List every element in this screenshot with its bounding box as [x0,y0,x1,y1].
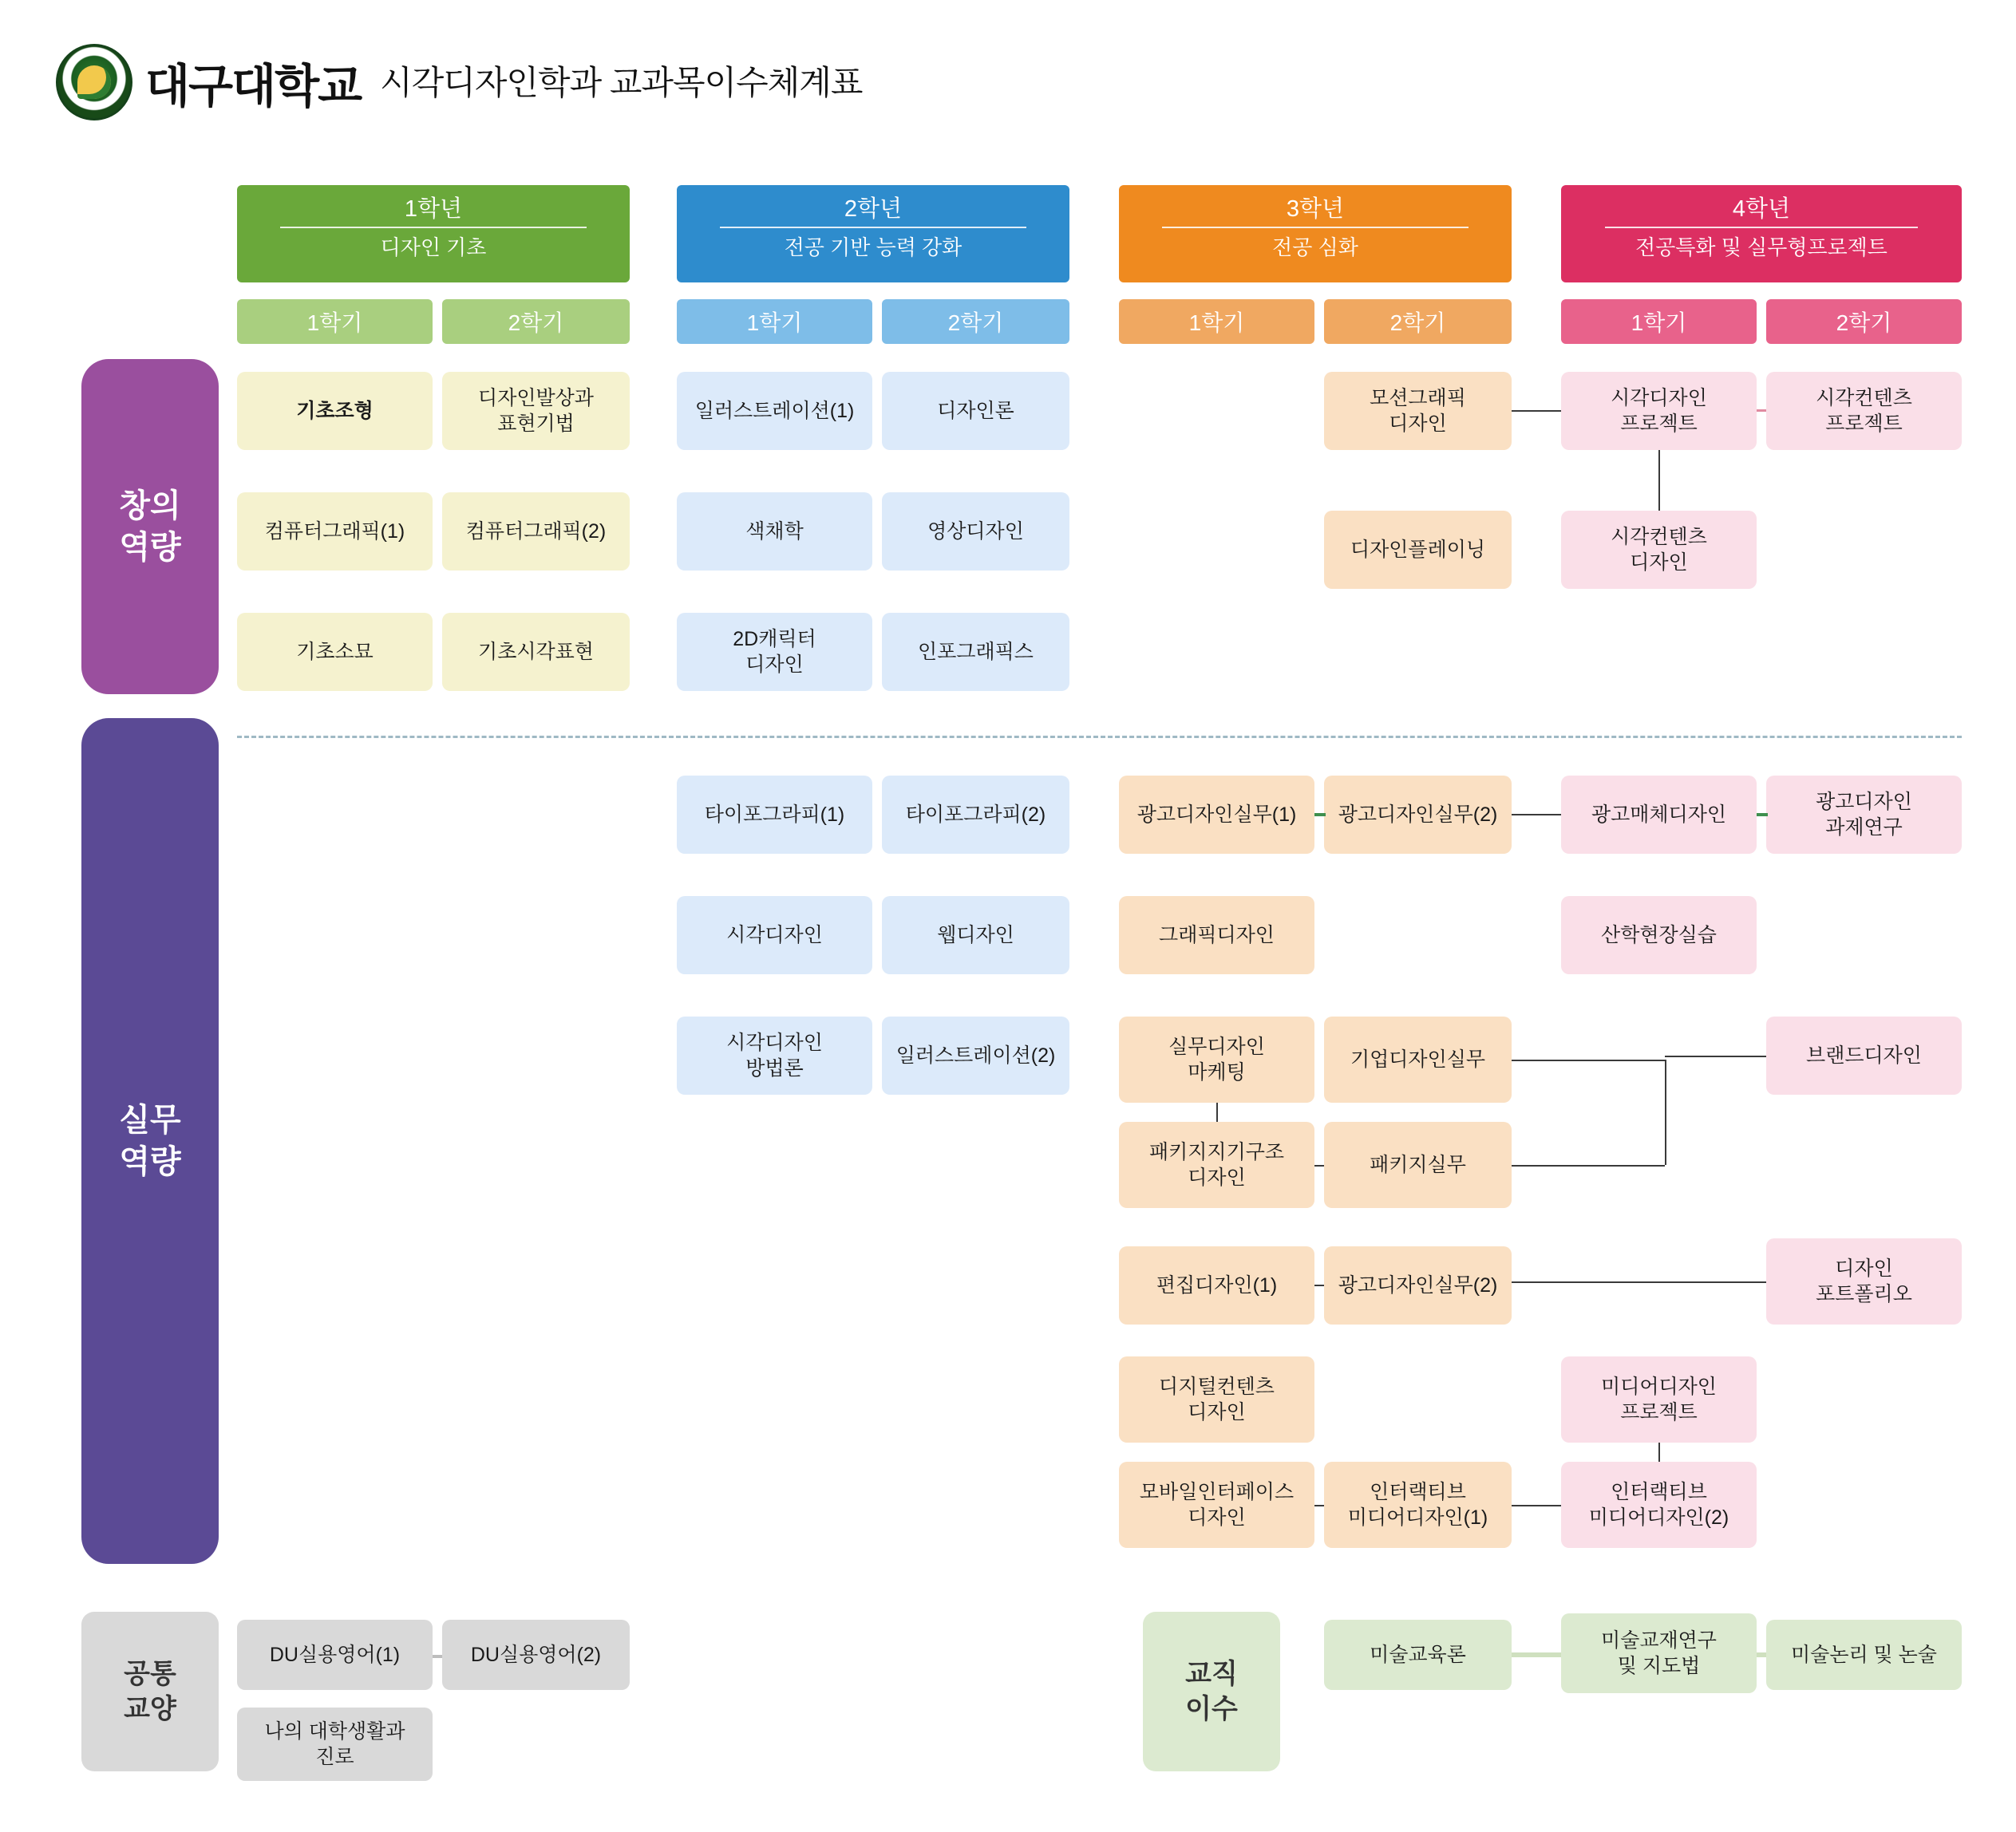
course-box[interactable]: 컴퓨터그래픽(2) [442,492,630,571]
year-subtitle: 전공 기반 능력 강화 [784,235,963,259]
semester-y2-s1: 1학기 [677,299,872,344]
rail-label-line2: 역량 [119,1144,181,1179]
year-header-4 [1561,185,1962,282]
course-box[interactable] [677,613,872,691]
course-box[interactable] [1766,776,1962,854]
rail-creative-competency [81,359,219,694]
course-label-line2: 과제연구 [1825,816,1903,839]
course-box[interactable]: 광고디자인실무(1) [1119,776,1314,854]
semester-y3-s1: 1학기 [1119,299,1314,344]
course-label-line1: 2D캐릭터 [733,628,816,650]
section-divider [237,736,1962,738]
year-subtitle: 디자인 기초 [380,235,487,259]
course-label-line2: 진로 [315,1746,354,1768]
course-label-line1: 인터랙티브 [1370,1481,1466,1503]
semester-y3-s2: 2학기 [1324,299,1512,344]
course-box[interactable] [1561,372,1757,450]
course-label-line2: 미디어디자인(2) [1588,1506,1729,1529]
connector [1314,813,1326,816]
course-box[interactable] [1561,1613,1757,1693]
page-title: 시각디자인학과 교과목이수체계표 [380,64,863,101]
course-label-line2: 및 지도법 [1617,1655,1701,1677]
rail-label-line1: 창의 [119,488,181,523]
course-box[interactable] [1119,1462,1314,1548]
course-box[interactable]: 컴퓨터그래픽(1) [237,492,433,571]
course-box[interactable]: 편집디자인(1) [1119,1246,1314,1325]
connector [1512,814,1561,815]
rail-label-line1: 공통 [124,1659,176,1689]
course-box[interactable]: 패키지실무 [1324,1122,1512,1208]
rail-label-line2: 교양 [124,1694,176,1724]
course-label-line2: 프로젝트 [1620,1401,1698,1423]
year-label: 4학년 [1732,196,1791,222]
semester-y1-s2: 2학기 [442,299,630,344]
course-box[interactable] [1561,1462,1757,1548]
course-box[interactable]: 광고매체디자인 [1561,776,1757,854]
course-box[interactable]: DU실용영어(2) [442,1620,630,1690]
course-box[interactable]: 시각디자인 [677,896,872,974]
course-box[interactable]: 일러스트레이션(2) [882,1017,1069,1095]
connector [1658,450,1660,511]
course-box[interactable] [1119,1356,1314,1443]
year-header-1 [237,185,630,282]
rail-label-line2: 역량 [119,530,181,565]
connector [1512,410,1561,412]
university-logo-icon [56,44,132,120]
semester-y4-s2: 2학기 [1766,299,1962,344]
course-box[interactable] [1766,1238,1962,1325]
course-box[interactable]: DU실용영어(1) [237,1620,433,1690]
connector [1512,1060,1665,1061]
course-box[interactable] [1119,1017,1314,1103]
course-label-line2: 디자인 [1188,1167,1246,1189]
course-label-line1: 나의 대학생활과 [264,1720,405,1743]
course-box[interactable]: 색채학 [677,492,872,571]
course-label-line2: 프로젝트 [1620,413,1698,435]
connector [1512,1281,1766,1283]
course-box[interactable]: 디자인론 [882,372,1069,450]
course-box[interactable]: 일러스트레이션(1) [677,372,872,450]
course-label-line2: 프로젝트 [1825,413,1903,435]
year-label: 3학년 [1286,196,1345,222]
connector [1665,1060,1666,1165]
course-box[interactable] [677,1017,872,1095]
course-label-line1: 광고디자인 [1816,791,1912,813]
rail-label-line1: 실무 [119,1103,181,1138]
connector [1314,1505,1324,1506]
connector [1512,1652,1561,1657]
year-subtitle: 전공특화 및 실무형프로젝트 [1635,235,1888,259]
course-label-line2: 디자인 [1188,1401,1246,1423]
course-label-line2: 디자인 [745,653,804,676]
connector [1757,409,1766,412]
course-box[interactable]: 기초시각표현 [442,613,630,691]
connector [1512,1505,1561,1506]
course-box[interactable]: 디자인플레이닝 [1324,511,1512,589]
year-label: 2학년 [844,196,903,222]
course-box[interactable]: 영상디자인 [882,492,1069,571]
course-box[interactable]: 기업디자인실무 [1324,1017,1512,1103]
course-box[interactable] [1561,1356,1757,1443]
course-label-line1: 패키지지기구조 [1148,1141,1285,1163]
connector [1665,1056,1766,1057]
rail-common-liberal-arts [81,1612,219,1771]
course-label-line1: 시각컨텐츠 [1816,387,1912,409]
divider [280,227,587,228]
rail-label-line2: 이수 [1185,1694,1238,1724]
connector [1314,1285,1324,1286]
course-box[interactable] [1324,372,1512,450]
course-label-line1: 미술교재연구 [1601,1629,1717,1652]
year-header-2 [677,185,1069,282]
divider [1605,227,1918,228]
course-box[interactable] [1324,1462,1512,1548]
course-label-line1: 실무디자인 [1168,1036,1265,1058]
course-box[interactable]: 인포그래픽스 [882,613,1069,691]
course-label-line1: 디지털컨텐츠 [1159,1376,1275,1398]
course-box[interactable]: 광고디자인실무(2) [1324,1246,1512,1325]
course-label-line1: 시각디자인 [726,1032,823,1054]
course-box[interactable]: 광고디자인실무(2) [1324,776,1512,854]
course-box[interactable]: 그래픽디자인 [1119,896,1314,974]
course-label-line1: 모션그래픽 [1370,387,1466,409]
course-label-line1: 미디어디자인 [1601,1376,1717,1398]
course-box[interactable]: 미술교육론 [1324,1620,1512,1690]
connector [1757,813,1768,816]
year-header-3 [1119,185,1512,282]
semester-y4-s1: 1학기 [1561,299,1757,344]
connector [1314,1165,1324,1167]
course-label-line2: 디자인 [1188,1506,1246,1529]
semester-y1-s1: 1학기 [237,299,433,344]
university-name: 대구대학교 [145,61,362,113]
course-box[interactable]: 브랜드디자인 [1766,1017,1962,1095]
rail-teaching-certificate [1143,1612,1280,1771]
course-label-line2: 디자인 [1389,413,1447,435]
course-box[interactable] [237,1708,433,1781]
rail-label-line1: 교직 [1185,1659,1238,1689]
course-label-line2: 미디어디자인(1) [1347,1506,1488,1529]
rail-practical-competency [81,718,219,1564]
course-box[interactable]: 웹디자인 [882,896,1069,974]
year-subtitle: 전공 심화 [1272,235,1358,259]
course-label-line1: 모바일인터페이스 [1139,1481,1295,1503]
course-label-line1: 시각디자인 [1611,387,1707,409]
connector [433,1655,442,1658]
course-box[interactable]: 타이포그라피(1) [677,776,872,854]
course-box[interactable] [1119,1122,1314,1208]
course-label-line1: 인터랙티브 [1611,1481,1707,1503]
course-label-line2: 마케팅 [1188,1061,1246,1084]
course-label-line2: 표현기법 [497,413,575,435]
course-box[interactable] [1561,511,1757,589]
course-box[interactable] [442,372,630,450]
year-label: 1학년 [404,196,463,222]
course-label-line1: 디자인 [1835,1258,1893,1280]
semester-y2-s2: 2학기 [882,299,1069,344]
connector [1216,1103,1218,1122]
course-box[interactable] [1766,372,1962,450]
course-label-line1: 디자인발상과 [478,387,594,409]
course-box[interactable]: 기초소묘 [237,613,433,691]
course-box[interactable]: 미술논리 및 논술 [1766,1620,1962,1690]
course-label-line1: 시각컨텐츠 [1611,526,1707,548]
connector [1512,1165,1665,1167]
course-box[interactable]: 기초조형 [237,372,433,450]
page-header [56,44,862,120]
divider [1162,227,1469,228]
course-label-line2: 포트폴리오 [1816,1283,1912,1305]
connector [1757,1652,1766,1657]
course-label-line2: 방법론 [745,1057,804,1080]
divider [720,227,1026,228]
connector [1658,1443,1660,1462]
course-label-line2: 디자인 [1630,551,1688,574]
course-box[interactable]: 타이포그라피(2) [882,776,1069,854]
course-box[interactable]: 산학현장실습 [1561,896,1757,974]
